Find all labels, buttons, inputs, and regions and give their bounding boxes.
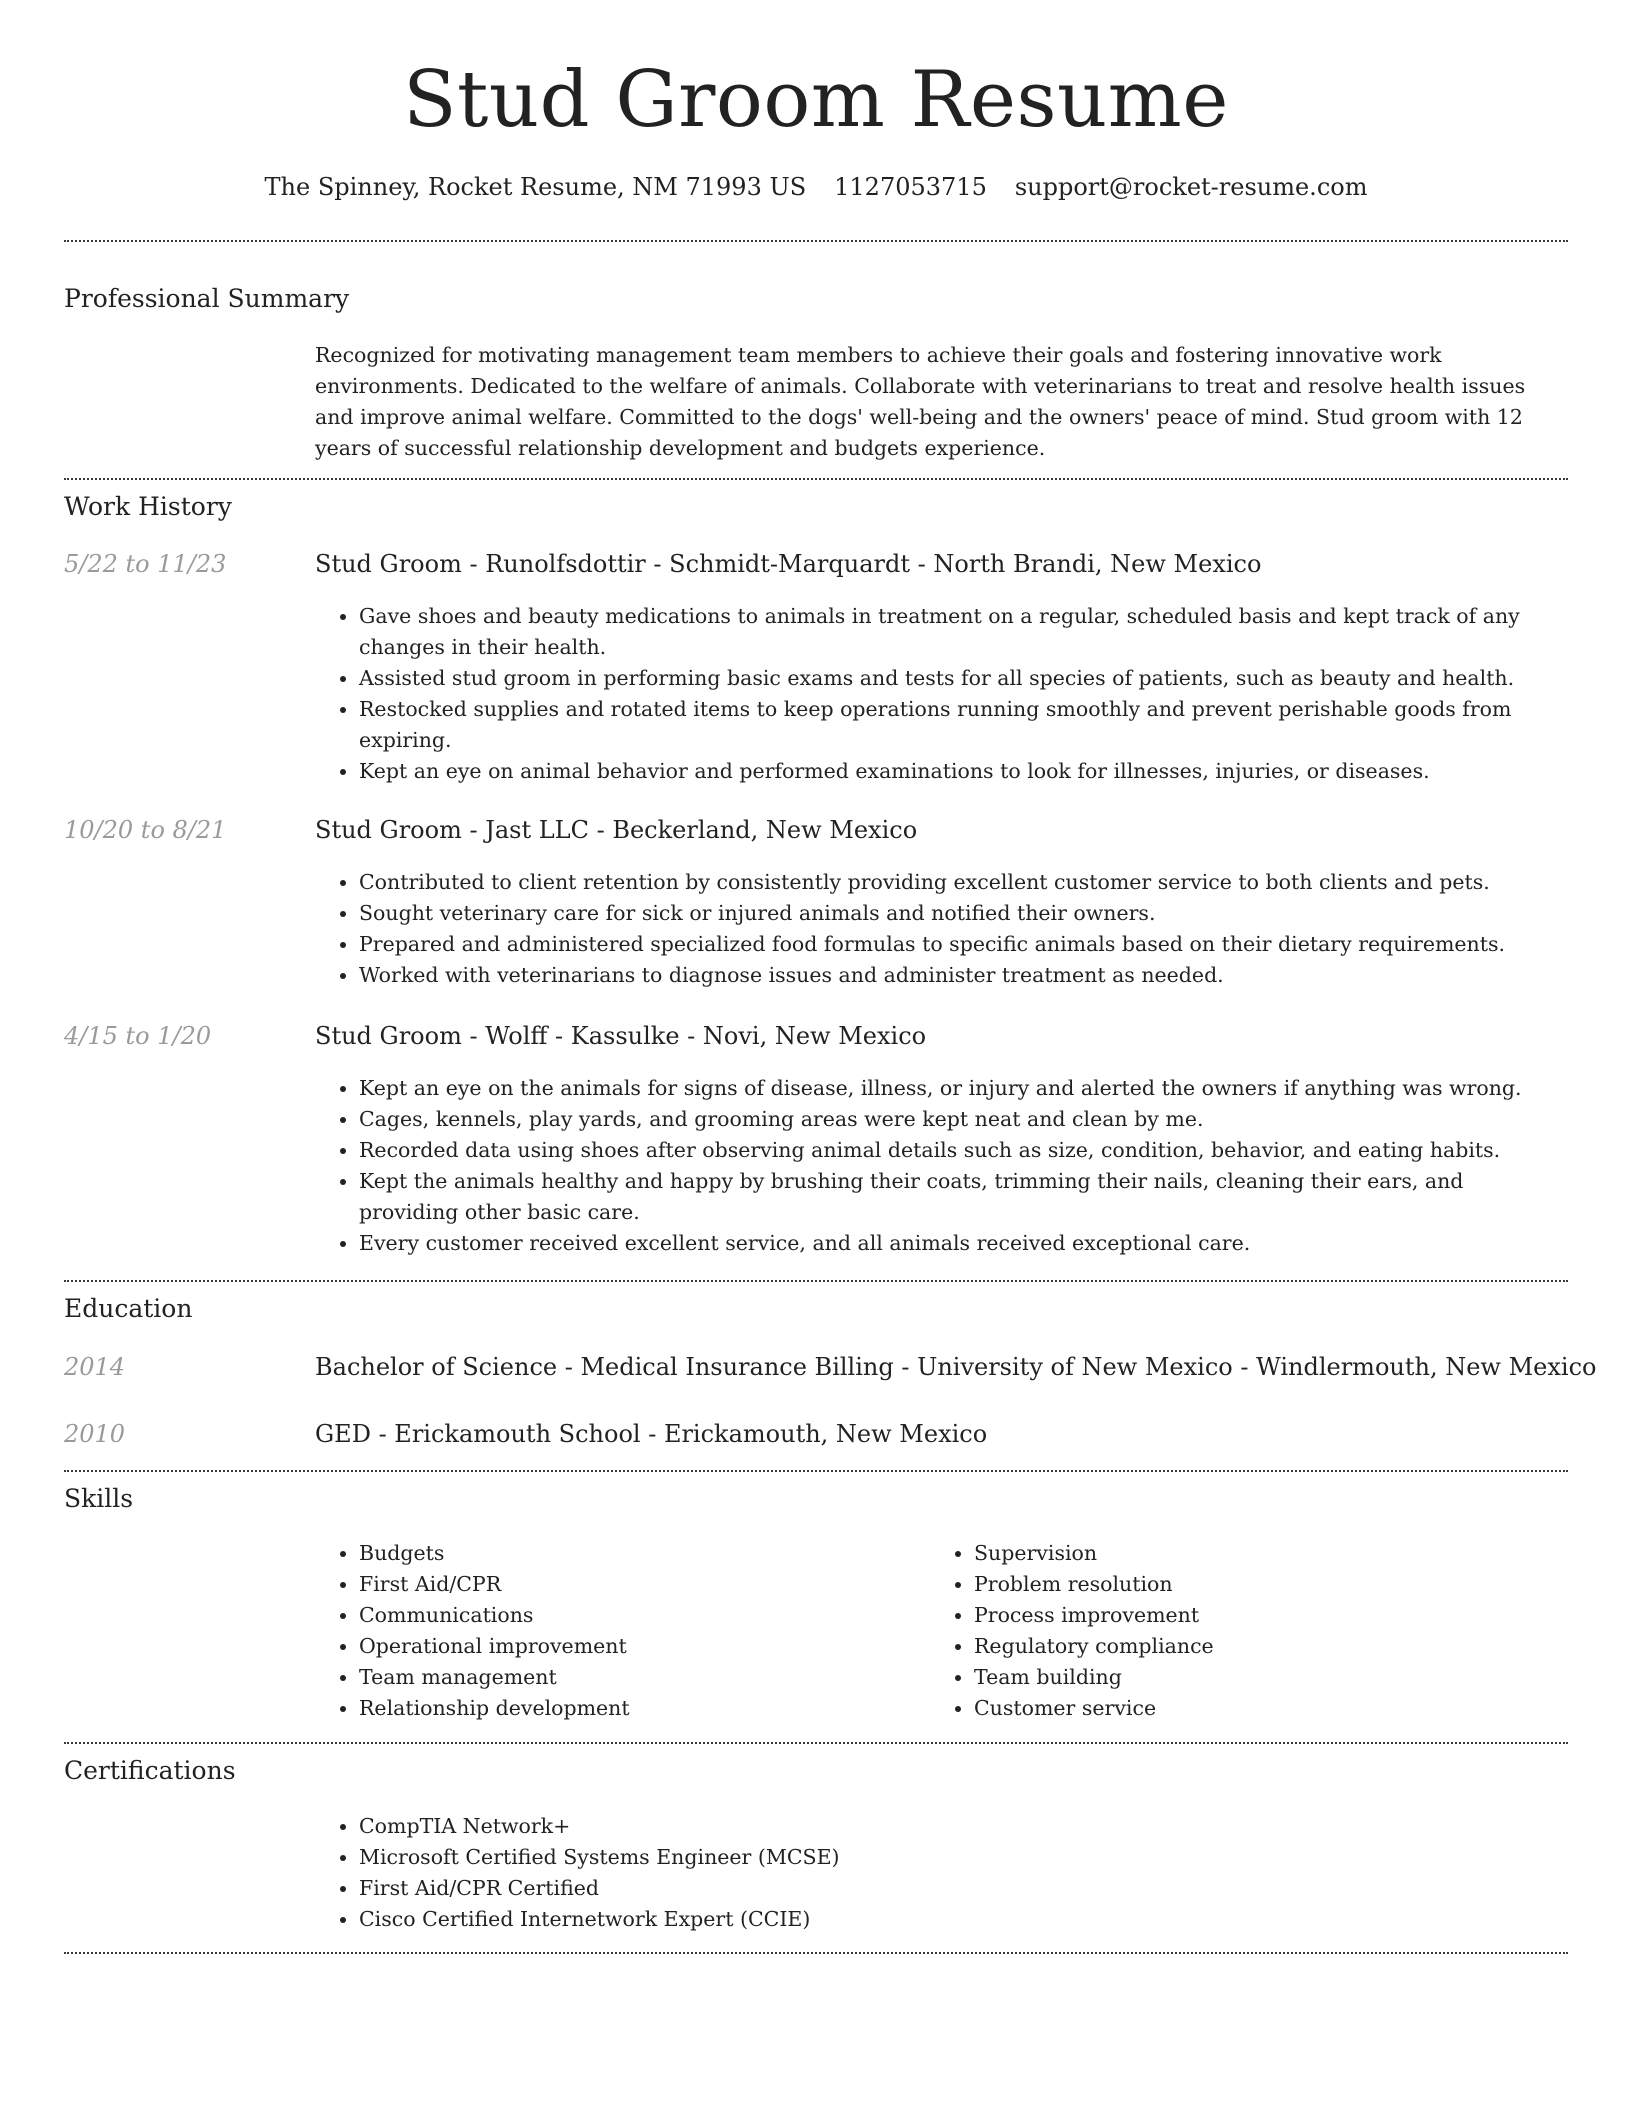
divider (64, 240, 1568, 242)
list-item: • Cages, kennels, play yards, and grooming areas were kept neat and clean by me. (359, 1104, 1568, 1135)
certifications-list (315, 1811, 1568, 1935)
list-item: • Problem resolution (974, 1569, 1530, 1600)
list-item: • Relationship development (359, 1693, 915, 1724)
section-heading-work-history: Work History (64, 492, 232, 521)
list-item: • Assisted stud groom in performing basic exams and tests for all species of patients, such as beauty and health. (359, 663, 1568, 694)
list-item: • Recorded data using shoes after observing animal details such as size, condition, behavior, and eating habits. (359, 1135, 1568, 1166)
education-year: 2014 (64, 1353, 126, 1381)
list-item: • Operational improvement (359, 1631, 915, 1662)
list-item: • Worked with veterinarians to diagnose issues and administer treatment as needed. (359, 960, 1568, 991)
list-item: • Process improvement (974, 1600, 1530, 1631)
list-item: • Contributed to client retention by consistently providing excellent customer service to both clients and pets. (359, 867, 1568, 898)
divider (64, 478, 1568, 480)
contact-line (64, 170, 1568, 204)
list-item: • Team management (359, 1662, 915, 1693)
job-title: Stud Groom - Wolff - Kassulke - Novi, New Mexico (315, 1022, 927, 1050)
list-item: • Cisco Certified Internetwork Expert (CCIE) (359, 1904, 1568, 1935)
job-bullets (315, 1073, 1568, 1259)
list-item: • Supervision (974, 1538, 1530, 1569)
job-dates: 4/15 to 1/20 (64, 1022, 212, 1050)
list-item: • Communications (359, 1600, 915, 1631)
job-dates: 5/22 to 11/23 (64, 550, 227, 578)
divider (64, 1742, 1568, 1744)
skills-column-right (930, 1538, 1530, 1724)
job-dates: 10/20 to 8/21 (64, 816, 227, 844)
list-item: • First Aid/CPR (359, 1569, 915, 1600)
list-item: • Kept an eye on animal behavior and performed examinations to look for illnesses, injuries, or diseases. (359, 756, 1568, 787)
list-item: • Sought veterinary care for sick or injured animals and notified their owners. (359, 898, 1568, 929)
section-heading-skills: Skills (64, 1484, 134, 1513)
section-heading-summary: Professional Summary (64, 284, 350, 313)
job-title: Stud Groom - Runolfsdottir - Schmidt-Marquardt - North Brandi, New Mexico (315, 550, 1262, 578)
list-item: • CompTIA Network+ (359, 1811, 1568, 1842)
education-entry: Bachelor of Science - Medical Insurance Billing - University of New Mexico - Windlermouth, New Mexico (315, 1353, 1597, 1381)
resume-title: Stud Groom Resume (403, 55, 1229, 145)
divider (64, 1470, 1568, 1472)
list-item: • Gave shoes and beauty medications to animals in treatment on a regular, scheduled basis and kept track of any changes in their health. (359, 601, 1568, 663)
list-item: • Kept the animals healthy and happy by brushing their coats, trimming their nails, cleaning their ears, and providing other basic care. (359, 1166, 1568, 1228)
job-bullets (315, 601, 1568, 787)
divider (64, 1280, 1568, 1282)
summary-text: Recognized for motivating management team members to achieve their goals and fostering innovative work environments. Dedicated to the welfare of animals. Collaborate with veterinarians to treat and resolve health issues and improve animal welfare. Committed to the dogs' well-being and the owners' peace of mind. Stud groom with 12 years of successful relationship development and budgets experience. (315, 343, 1526, 460)
job-title: Stud Groom - Jast LLC - Beckerland, New Mexico (315, 816, 918, 844)
contact-phone: 1127053715 (834, 173, 987, 201)
list-item: • First Aid/CPR Certified (359, 1873, 1568, 1904)
list-item: • Kept an eye on the animals for signs of disease, illness, or injury and alerted the owners if anything was wrong. (359, 1073, 1568, 1104)
list-item: • Team building (974, 1662, 1530, 1693)
list-item: • Budgets (359, 1538, 915, 1569)
section-heading-education: Education (64, 1294, 193, 1323)
skills-column-left (315, 1538, 915, 1724)
list-item: • Customer service (974, 1693, 1530, 1724)
education-year: 2010 (64, 1420, 126, 1448)
list-item: • Prepared and administered specialized food formulas to specific animals based on their dietary requirements. (359, 929, 1568, 960)
summary-block (315, 340, 1568, 464)
contact-email[interactable]: support@rocket-resume.com (1014, 173, 1368, 201)
list-item: • Restocked supplies and rotated items to keep operations running smoothly and prevent perishable goods from expiring. (359, 694, 1568, 756)
divider (64, 1952, 1568, 1954)
list-item: • Regulatory compliance (974, 1631, 1530, 1662)
contact-address: The Spinney, Rocket Resume, NM 71993 US (264, 173, 807, 201)
list-item: • Every customer received excellent service, and all animals received exceptional care. (359, 1228, 1568, 1259)
education-entry: GED - Erickamouth School - Erickamouth, New Mexico (315, 1420, 988, 1448)
list-item: • Microsoft Certified Systems Engineer (MCSE) (359, 1842, 1568, 1873)
job-bullets (315, 867, 1568, 991)
section-heading-certifications: Certifications (64, 1756, 236, 1785)
